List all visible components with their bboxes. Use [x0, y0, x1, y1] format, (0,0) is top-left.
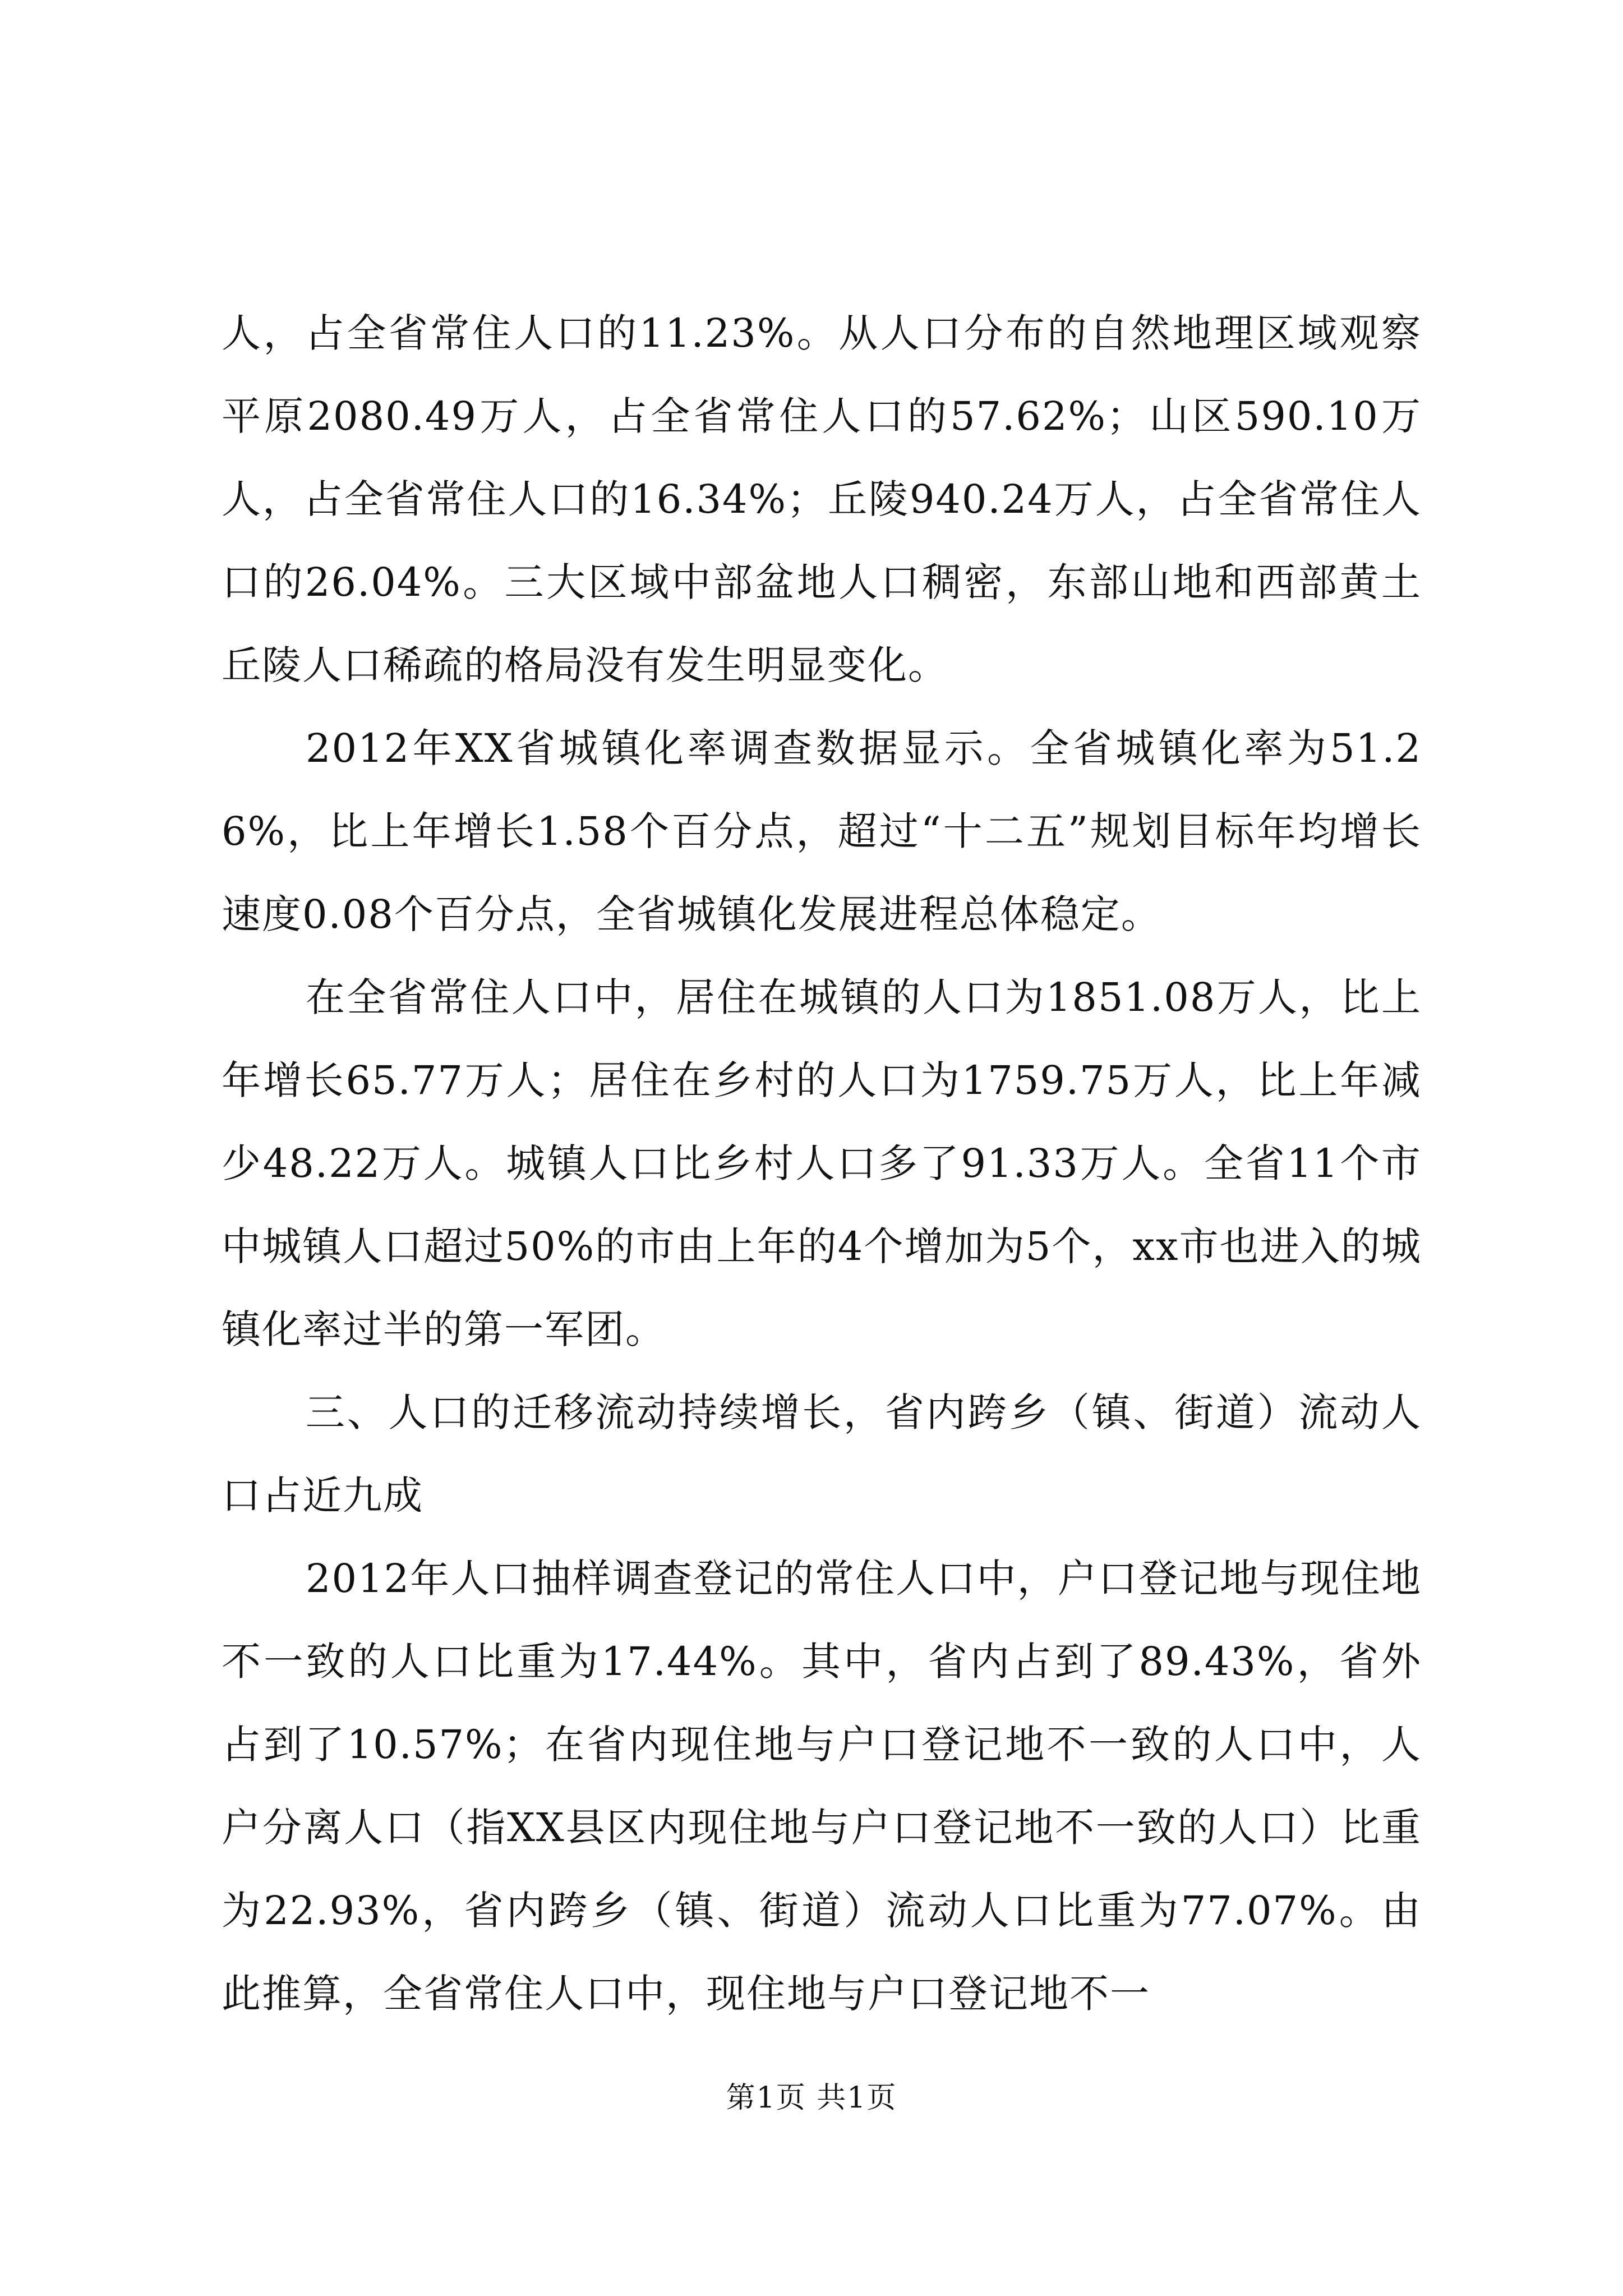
paragraph-3: 在全省常住人口中，居住在城镇的人口为1851.08万人，比上年增长65.77万人；居住在乡村的人口为1759.75万人，比上年减少48.22万人。城镇人口比乡村人口多了91.33万人。全省11个市中城镇人口超过50%的市由上年的4个增加为5个，xx市也进入的城镇化率过半的第一军团。 — [222, 974, 1422, 1352]
document-body — [222, 292, 1422, 2035]
section-heading: 三、人口的迁移流动持续增长，省内跨乡（镇、街道）流动人口占近九成 — [222, 1389, 1422, 1519]
paragraph-2: 2012年XX省城镇化率调查数据显示。全省城镇化率为51.26%，比上年增长1.58个百分点，超过“十二五”规划目标年均增长速度0.08个百分点，全省城镇化发展进程总体稳定。 — [222, 725, 1422, 937]
paragraph-5: 2012年人口抽样调查登记的常住人口中，户口登记地与现住地不一致的人口比重为17.44%。其中，省内占到了89.43%，省外占到了10.57%；在省内现住地与户口登记地不一致的人口中，人户分离人口（指XX县区内现住地与户口登记地不一致的人口）比重为22.93%，省内跨乡（镇、街道）流动人口比重为77.07%。由此推算，全省常住人口中，现住地与户口登记地不一 — [222, 1556, 1422, 2017]
paragraph-1: 人，占全省常住人口的11.23%。从人口分布的自然地理区域观察平原2080.49万人，占全省常住人口的57.62%；山区590.10万人，占全省常住人口的16.34%；丘陵940.24万人，占全省常住人口的26.04%。三大区域中部盆地人口稠密，东部山地和西部黄土丘陵人口稀疏的格局没有发生明显变化。 — [222, 310, 1422, 688]
page-footer: 第1页 共1页 — [726, 2081, 897, 2115]
